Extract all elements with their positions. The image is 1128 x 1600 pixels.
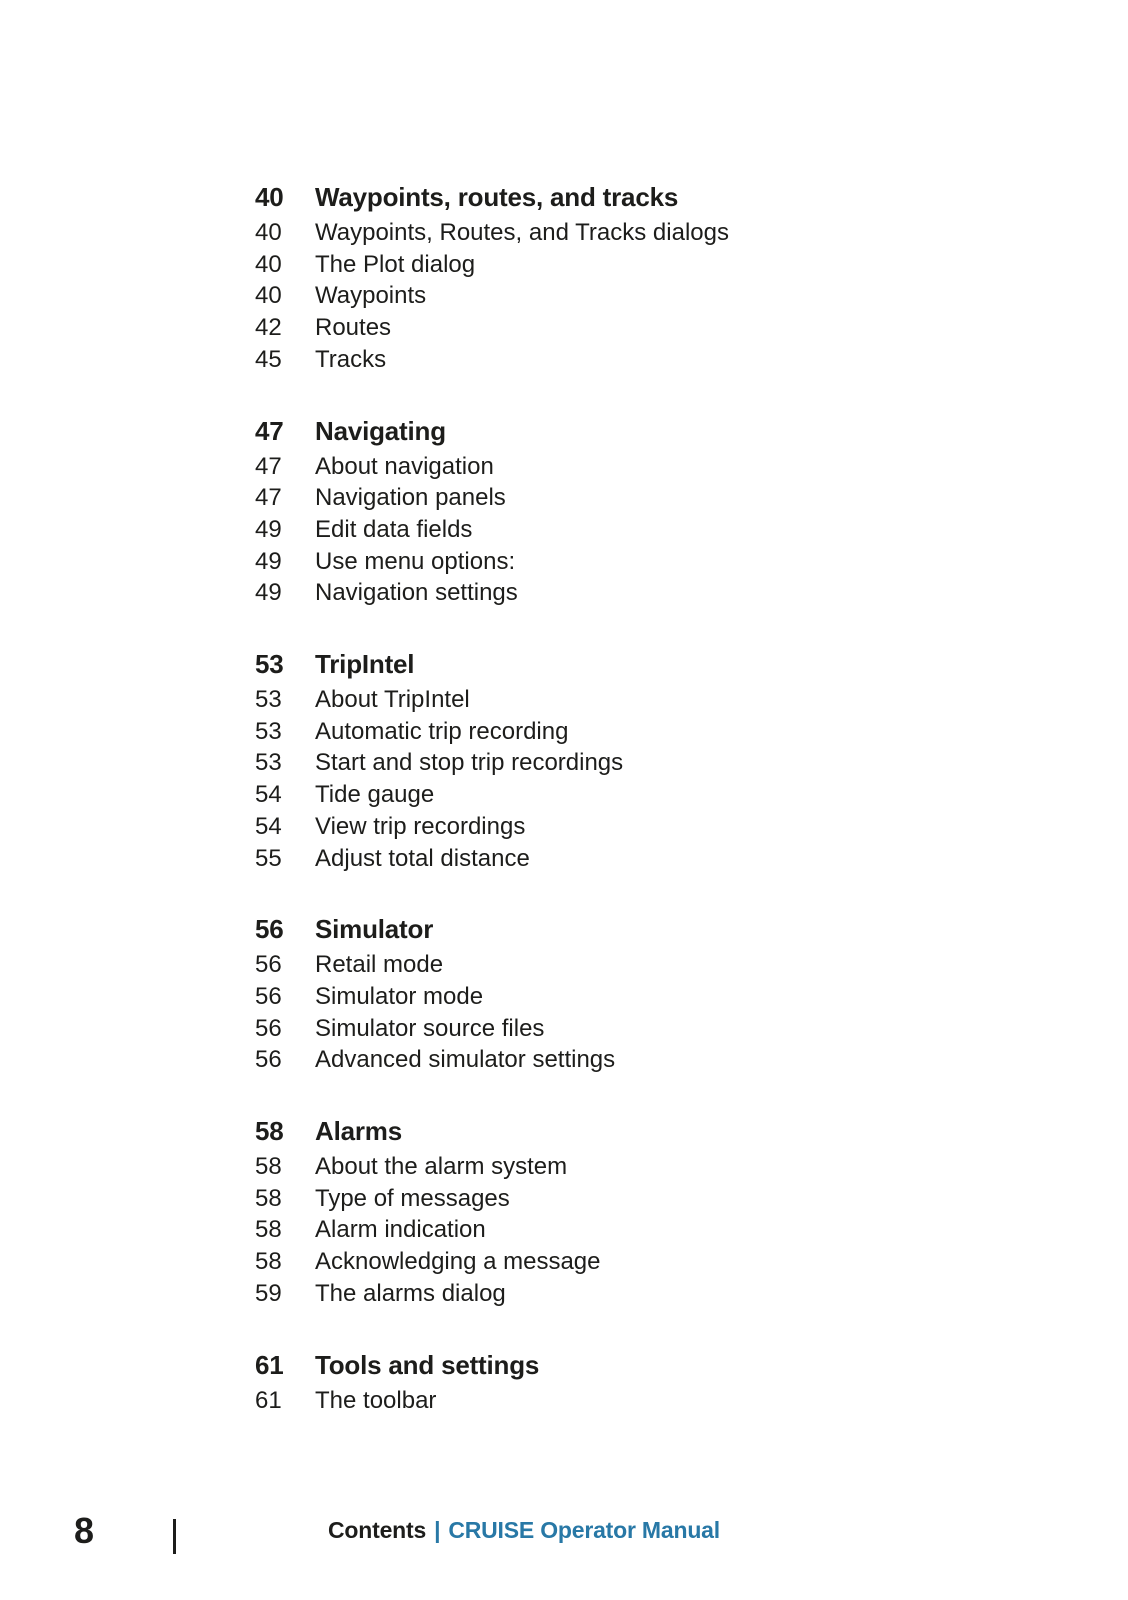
toc-entry-title: Advanced simulator settings [315,1046,616,1074]
toc-section-title: TripIntel [315,649,415,680]
toc-entry-title: Use menu options: [315,547,516,575]
toc-entry-page-number: 45 [255,345,282,373]
toc-entry-title: Automatic trip recording [315,717,569,745]
toc-entry-title: The alarms dialog [315,1279,506,1307]
toc-entry-title: The toolbar [315,1386,437,1414]
toc-entry-page-number: 49 [255,515,282,543]
toc-section [255,1349,895,1417]
toc-entry[interactable] [255,1214,895,1246]
footer-text [328,1518,720,1542]
footer-page-number: 8 [74,1510,95,1551]
toc-entry-title: Simulator source files [315,1014,545,1042]
footer-manual-title: CRUISE Operator Manual [448,1517,720,1543]
footer-divider-bar [173,1519,176,1554]
toc-entry-page-number: 59 [255,1279,282,1307]
toc-section [255,181,895,376]
toc-entry-page-number: 40 [255,250,282,278]
toc-section-title: Tools and settings [315,1349,540,1380]
toc-entry-page-number: 40 [255,219,282,246]
toc-entry-page-number: 58 [255,1248,282,1276]
toc-entry-title: About navigation [315,452,494,480]
toc-section [255,913,895,1076]
toc-entry-page-number: 56 [255,1046,282,1074]
toc-section [255,648,895,874]
toc-entry-page-number: 56 [255,951,282,979]
toc-entry[interactable] [255,747,895,779]
toc-entry-title: Alarm indication [315,1216,486,1244]
toc-entry-title: Navigation settings [315,579,518,607]
toc-entry-page-number: 58 [255,1184,282,1212]
toc-entry[interactable] [255,1385,895,1417]
toc-entry[interactable] [255,312,895,344]
toc-entry-page-number: 61 [255,1386,282,1414]
toc-entry-page-number: 40 [255,282,282,310]
toc-entry[interactable] [255,514,895,546]
toc-entry-page-number: 53 [255,749,282,777]
toc-entry[interactable] [255,716,895,748]
toc-entry[interactable] [255,1044,895,1076]
toc-entry-page-number: 47 [255,484,282,512]
toc-section [255,1115,895,1310]
toc-entry[interactable] [255,546,895,578]
toc-entry-title: Navigation panels [315,484,506,512]
toc-section-page-number: 61 [255,1349,284,1380]
footer-contents-label: Contents [328,1517,427,1543]
toc-entry[interactable] [255,779,895,811]
footer-separator: | [434,1517,441,1543]
toc-entry-page-number: 49 [255,579,282,607]
toc-entry[interactable] [255,217,895,249]
toc-entry[interactable] [255,344,895,376]
toc-entry-page-number: 58 [255,1216,282,1244]
toc-entry-page-number: 58 [255,1153,282,1181]
toc-entry[interactable] [255,1246,895,1278]
toc-entry-title: Waypoints [315,282,427,310]
toc-entry-page-number: 54 [255,781,282,809]
toc-entry[interactable] [255,843,895,875]
toc-section-page-number: 40 [255,182,284,212]
toc-entry-page-number: 54 [255,812,282,840]
toc-entry-page-number: 55 [255,844,282,872]
toc-entry[interactable] [255,1278,895,1310]
toc-entry-title: Retail mode [315,951,444,979]
toc-section-page-number: 47 [255,415,284,446]
toc-section-heading[interactable] [255,415,895,447]
toc-entry[interactable] [255,482,895,514]
toc-section-page-number: 58 [255,1116,284,1147]
toc-section [255,415,895,610]
toc-entry-title: Edit data fields [315,515,473,543]
toc-section-page-number: 53 [255,649,284,680]
toc-entry-title: The Plot dialog [315,250,476,278]
toc-entry[interactable] [255,451,895,483]
toc-entry-page-number: 49 [255,547,282,575]
toc-entry-title: Tracks [315,345,387,373]
toc-entry[interactable] [255,280,895,312]
toc-entry-title: Simulator mode [315,982,484,1010]
toc-entry[interactable] [255,577,895,609]
toc-entry-title: Routes [315,314,392,342]
toc-section-heading[interactable] [255,648,895,680]
toc-entry-title: Adjust total distance [315,844,530,872]
table-of-contents [255,181,895,1455]
toc-entry-page-number: 42 [255,314,282,342]
toc-section-title: Simulator [315,914,434,945]
toc-entry-title: Waypoints, Routes, and Tracks dialogs [315,219,729,246]
toc-entry-page-number: 53 [255,686,282,714]
toc-entry[interactable] [255,981,895,1013]
toc-entry[interactable] [255,1013,895,1045]
toc-entry[interactable] [255,249,895,281]
toc-entry-title: About TripIntel [315,686,470,714]
toc-section-heading[interactable] [255,1115,895,1147]
toc-entry[interactable] [255,949,895,981]
toc-entry-title: About the alarm system [315,1153,568,1181]
toc-entry[interactable] [255,811,895,843]
toc-section-title: Waypoints, routes, and tracks [315,182,679,212]
toc-section-heading[interactable] [255,1349,895,1381]
toc-section-page-number: 56 [255,914,284,945]
toc-entry-page-number: 56 [255,1014,282,1042]
toc-entry[interactable] [255,1151,895,1183]
toc-entry-page-number: 53 [255,717,282,745]
toc-entry-page-number: 47 [255,452,282,480]
toc-entry[interactable] [255,684,895,716]
toc-entry[interactable] [255,1183,895,1215]
toc-entry-title: Tide gauge [315,781,435,809]
toc-entry-title: Type of messages [315,1184,510,1212]
toc-entry-title: View trip recordings [315,812,526,840]
toc-section-heading[interactable] [255,913,895,945]
toc-section-heading[interactable] [255,181,895,213]
toc-entry-title: Acknowledging a message [315,1248,601,1276]
toc-section-title: Alarms [315,1116,402,1147]
toc-section-title: Navigating [315,415,446,446]
toc-entry-title: Start and stop trip recordings [315,749,624,777]
toc-entry-page-number: 56 [255,982,282,1010]
